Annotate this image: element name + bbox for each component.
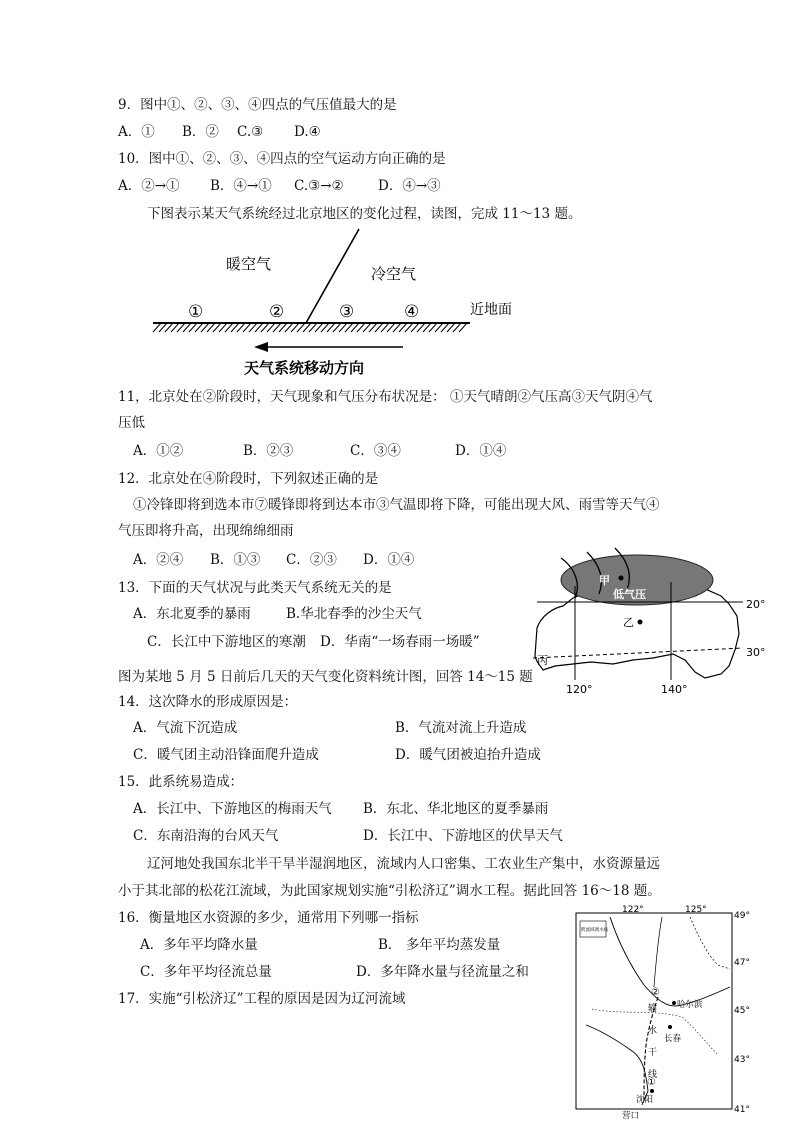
lon-120-label: 120°	[566, 683, 593, 696]
q15-option-b: B．东北、华北地区的夏季暴雨	[363, 801, 549, 817]
low-pressure-label: 低气压	[613, 588, 646, 601]
point-4: ④	[404, 302, 420, 322]
q12-option-a: A．②④	[133, 552, 184, 568]
point-jia	[619, 576, 624, 581]
movement-arrow	[254, 342, 403, 352]
q10-option-c: C.③→②	[294, 178, 344, 194]
harbin-dot	[672, 1001, 676, 1005]
point-yi	[638, 620, 643, 625]
q13-option-c: C．长江中下游地区的寒潮	[147, 634, 306, 650]
border-line	[690, 917, 730, 969]
point-2: ②	[269, 302, 285, 322]
liao-river	[586, 1025, 648, 1105]
q16-stem: 16．衡量地区水资源的多少，通常用下列哪一指标	[118, 910, 419, 926]
q11-option-b: B．②③	[243, 443, 294, 459]
q13-option-a: A．东北夏季的暴雨	[133, 606, 251, 622]
q9-stem: 9．图中①、②、③、④四点的气压值最大的是	[118, 97, 397, 113]
intro-16-18-line1: 辽河地处我国东北半干旱半湿润地区，流域内人口密集、工农业生产集中，水资源量远	[147, 856, 660, 872]
lat-45-label: 45°	[734, 1006, 750, 1016]
q11-option-a: A．①②	[133, 443, 184, 459]
yingkou-label: 营口	[622, 1111, 640, 1119]
q11-option-c: C．③④	[350, 443, 401, 459]
mark-2: ②	[651, 987, 660, 998]
harbin-label: 哈尔滨	[677, 1000, 703, 1010]
q14-option-c: C．暖气团主动沿锋面爬升造成	[133, 747, 319, 763]
q10-option-b: B．④→①	[210, 178, 272, 194]
warm-air-label: 暖空气	[226, 255, 272, 273]
intro-11-13: 下图表示某天气系统经过北京地区的变化过程，读图，完成 11～13 题。	[147, 206, 582, 222]
q14-option-b: B．气流对流上升造成	[395, 720, 527, 736]
lat-41-label: 41°	[734, 1105, 750, 1115]
intro-14-15: 图为某地 5 月 5 日前后几天的天气变化资料统计图，回答 14～15 题	[118, 669, 533, 685]
q12-stem: 12．北京处在④阶段时，下列叙述正确的是	[118, 471, 379, 487]
nenjiang-river	[654, 917, 662, 987]
q12-option-c: C．②③	[286, 552, 337, 568]
lon-125-label: 125°	[685, 905, 707, 915]
q11-stem-line1: 11，北京处在②阶段时，天气现象和气压分布状况是： ①天气晴朗②气压高③天气阴④气	[118, 389, 653, 405]
direction-label: 天气系统移动方向	[244, 359, 365, 377]
lat-20-label: 20°	[746, 598, 766, 611]
label-yi: 乙	[623, 616, 634, 629]
q15-option-c: C．东南沿海的台风天气	[133, 828, 279, 844]
q11-stem-line2: 压低	[118, 415, 145, 431]
q14-option-d: D．暖气团被迫抬升造成	[395, 747, 541, 763]
canal-char-2: 水	[648, 1026, 658, 1036]
lat-30-label: 30°	[746, 646, 766, 659]
q15-option-a: A．长江中、下游地区的梅雨天气	[133, 801, 332, 817]
mark-1: ①	[647, 1077, 656, 1088]
intro-16-18-line2: 小于其北部的松花江流域，为此国家规划实施“引松济辽”调水工程。据此回答 16～18 题。	[118, 883, 661, 899]
q14-option-a: A．气流下沉造成	[133, 720, 238, 736]
q12-option-b: B．①③	[210, 552, 261, 568]
label-jia: 甲	[599, 574, 610, 587]
latitude-30-line	[533, 648, 743, 658]
q11-option-d: D．①④	[455, 443, 507, 459]
q13-option-d: D．华南“一场春雨一场暖”	[320, 634, 480, 650]
shenyang-label: 沈阳	[636, 1095, 654, 1105]
shenyang-dot	[650, 1089, 654, 1093]
canal-char-1: 输	[648, 1004, 658, 1014]
front-diagram	[148, 225, 568, 380]
liao-river-map	[572, 905, 752, 1119]
lat-49-label: 49°	[734, 911, 750, 921]
q10-option-d: D．④→③	[378, 178, 441, 194]
changchun-dot	[668, 1025, 672, 1029]
ground-hatching	[153, 323, 467, 332]
q12-line1: ①冷锋即将到选本市⑦暖锋即将到达本市③气温即将下降，可能出现大风、雨雪等天气④	[133, 497, 660, 513]
q9-option-a: A．①	[118, 124, 155, 140]
q17-stem: 17．实施“引松济辽”工程的原因是因为辽河流域	[118, 991, 406, 1007]
lat-47-label: 47°	[734, 958, 750, 968]
q12-line2: 气压即将升高，出现绵绵细雨	[118, 523, 294, 539]
q13-stem: 13．下面的天气状况与此类天气系统无关的是	[118, 580, 392, 596]
canal-char-4: 线	[648, 1070, 658, 1080]
q12-option-d: D．①④	[363, 552, 415, 568]
q15-stem: 15．此系统易造成：	[118, 774, 244, 790]
q10-option-a: A．②→①	[118, 178, 180, 194]
q9-option-b: B．②	[182, 124, 219, 140]
q9-option-c: C.③	[237, 124, 264, 140]
q16-option-c: C．多年平均径流总量	[140, 964, 272, 980]
lon-122-label: 122°	[622, 905, 644, 915]
songhua-river	[610, 917, 730, 1006]
q13-option-b: B.华北春季的沙尘天气	[286, 606, 422, 622]
label-bing: 丙	[537, 654, 548, 667]
q16-option-b: B． 多年平均蒸发量	[378, 937, 501, 953]
q16-option-a: A．多年平均降水量	[140, 937, 258, 953]
lon-140-label: 140°	[661, 683, 688, 696]
point-1: ①	[188, 302, 204, 322]
canal-char-3: 干	[648, 1048, 658, 1058]
q9-option-d: D.④	[294, 124, 321, 140]
point-3: ③	[339, 302, 355, 322]
legend-label: 跨流域调水线	[581, 928, 608, 933]
cold-air-label: 冷空气	[371, 265, 417, 283]
q14-stem: 14．这次降水的形成原因是：	[118, 694, 298, 710]
q16-option-d: D．多年降水量与径流量之和	[356, 964, 529, 980]
q15-option-d: D．长江中、下游地区的伏旱天气	[363, 828, 563, 844]
changchun-label: 长春	[664, 1034, 682, 1044]
q10-stem: 10．图中①、②、③、④四点的空气运动方向正确的是	[118, 151, 446, 167]
ground-label: 近地面	[470, 302, 512, 318]
australia-weather-map	[533, 546, 778, 698]
lat-43-label: 43°	[734, 1055, 750, 1065]
